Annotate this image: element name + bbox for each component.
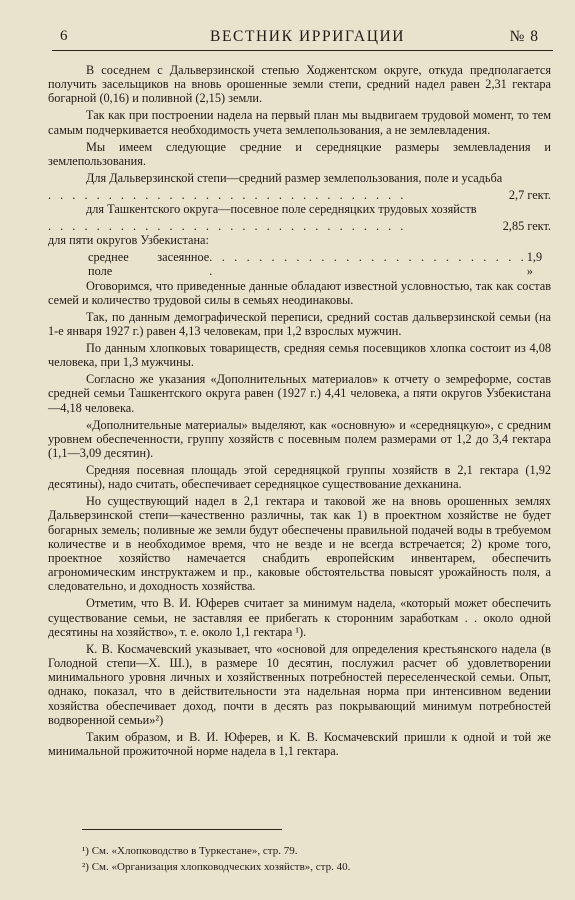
paragraph: Так, по данным демографической переписи, средний состав дальверзинской семьи (на 1-е января 1927 г.) равен 4,13 человекам, при 1,2 взрослых мужчин. — [48, 309, 551, 339]
footnote-rule — [82, 829, 282, 830]
leader-dots: . . . . . . . . . . . . . . . . . . . . . . . . . . . — [209, 250, 527, 279]
paragraph: По данным хлопковых товариществ, средняя семья посевщиков хлопка состоит из 4,08 человека, при 1,3 мужчины. — [48, 341, 551, 370]
page-number: 6 — [60, 28, 68, 44]
header-rule — [52, 50, 553, 51]
issue-number: № 8 — [509, 28, 539, 45]
list-value: 1,9 » — [526, 250, 543, 279]
paragraph: Мы имеем следующие средние и середняцкие размеры землевладения и землепользования. — [48, 139, 551, 168]
leader-dots: . . . . . . . . . . . . . . . . . . . . . . . . . . . . . . — [48, 187, 407, 202]
article-body — [48, 63, 551, 761]
list-item-row — [48, 250, 551, 278]
list-label: среднее засеянное поле — [88, 250, 210, 279]
leader-dots: . . . . . . . . . . . . . . . . . . . . . . . . . . . . . . — [48, 219, 407, 234]
footnote: ²) См. «Организация хлопководческих хозяйств», стр. 40. — [82, 861, 351, 873]
page-header — [60, 28, 549, 50]
paragraph: Согласно же указания «Дополнительных материалов» к отчету о земреформе, состав средней семьи Ташкентского округа равен (1927 г.) 4,41 человека, а пяти округов Узбекистана—4,18 человека. — [48, 372, 551, 415]
footnote: ¹) См. «Хлопководство в Туркестане», стр. 79. — [82, 845, 298, 857]
paragraph: Так как при построении надела на первый план мы выдвигаем трудовой момент, то тем самым подчеркивается необходимость учета землепользования, а не землевладения. — [48, 108, 551, 137]
list-item: для Ташкентского округа—посевное поле середняцких трудовых хозяйств — [86, 202, 477, 217]
paragraph: Средняя посевная площадь этой середняцкой группы хозяйств в 2,1 гектара (1,92 десятины), надо считать, обеспечивает середняцкое существование дехканина. — [48, 463, 551, 492]
list-item-row — [48, 188, 551, 202]
list-item: Для Дальверзинской степи—средний размер землепользования, поле и усадьба — [86, 170, 503, 185]
paragraph: Отметим, что В. И. Юферев считает за минимум надела, «который может обеспечить существование семьи, не заставляя ее прибегать к сторонним заработкам . . около одной десятины на хозяйство», т. е. около 1,1 гектара ¹). — [48, 596, 551, 639]
paragraph: К. В. Космачевский указывает, что «основой для определения крестьянского надела (в Голодной степи—Х. Ш.), в размере 10 десятин, послужил расчет об удовлетворении минимального уровня личных и хозяйственных потребностей переселенческой семьи. Опыт, однако, показал, что в действительности эта надельная норма при интенсивном ведении хозяйства обеспечивает доход, почти в десять раз покрывающий минимум потребностей водворенной семьи»²) — [48, 641, 551, 727]
paragraph: Таким образом, и В. И. Юферев, и К. В. Космачевский пришли к одной и той же минимальной прожиточной норме надела в 1,1 гектара. — [48, 729, 551, 759]
paragraph: В соседнем с Дальверзинской степью Ходжентском округе, откуда предполагается получить засельщиков на вновь орошенные земли степи, средний надел равен 2,31 гектара богарной (0,16) и поливной (2,15) земли. — [48, 63, 551, 106]
paragraph: Оговоримся, что приведенные данные обладают известной условностью, так как состав семей и количество трудовой силы в семьях неодинаковы. — [48, 278, 551, 307]
list-item-row — [48, 219, 551, 233]
footnotes — [82, 843, 350, 875]
paragraph: Но существующий надел в 2,1 гектара и таковой же на вновь орошенных землях Дальверзинской степи—качественно различны, так как 1) в проектном хозяйстве не будет богарных земель; поливные же земли будут обеспечены правильной подачей воды в требуемом количестве и в необходимое время, что не везде и не всегда встречается; 2) кроме того, проектное хозяйство намечается снабдить европейским инвентарем, обеспечить агрономическим инструктажем и пр., каковые обстоятельства повысят урожайность поля, а следовательно, и доходность хозяйства. — [48, 494, 551, 594]
paragraph: «Дополнительные материалы» выделяют, как «основную» и «середняцкую», с средним уровнем обеспеченности, группу хозяйств с посевным полем размерами от 1,2 до 3,4 гектара (1,1—3,09 десятин). — [48, 417, 551, 461]
journal-title: ВЕСТНИК ИРРИГАЦИИ — [210, 28, 406, 45]
list-value: 2,7 гект. — [508, 187, 551, 202]
list-value: 2,85 гект. — [502, 219, 551, 234]
list-item: для пяти округов Узбекистана: — [48, 233, 209, 248]
